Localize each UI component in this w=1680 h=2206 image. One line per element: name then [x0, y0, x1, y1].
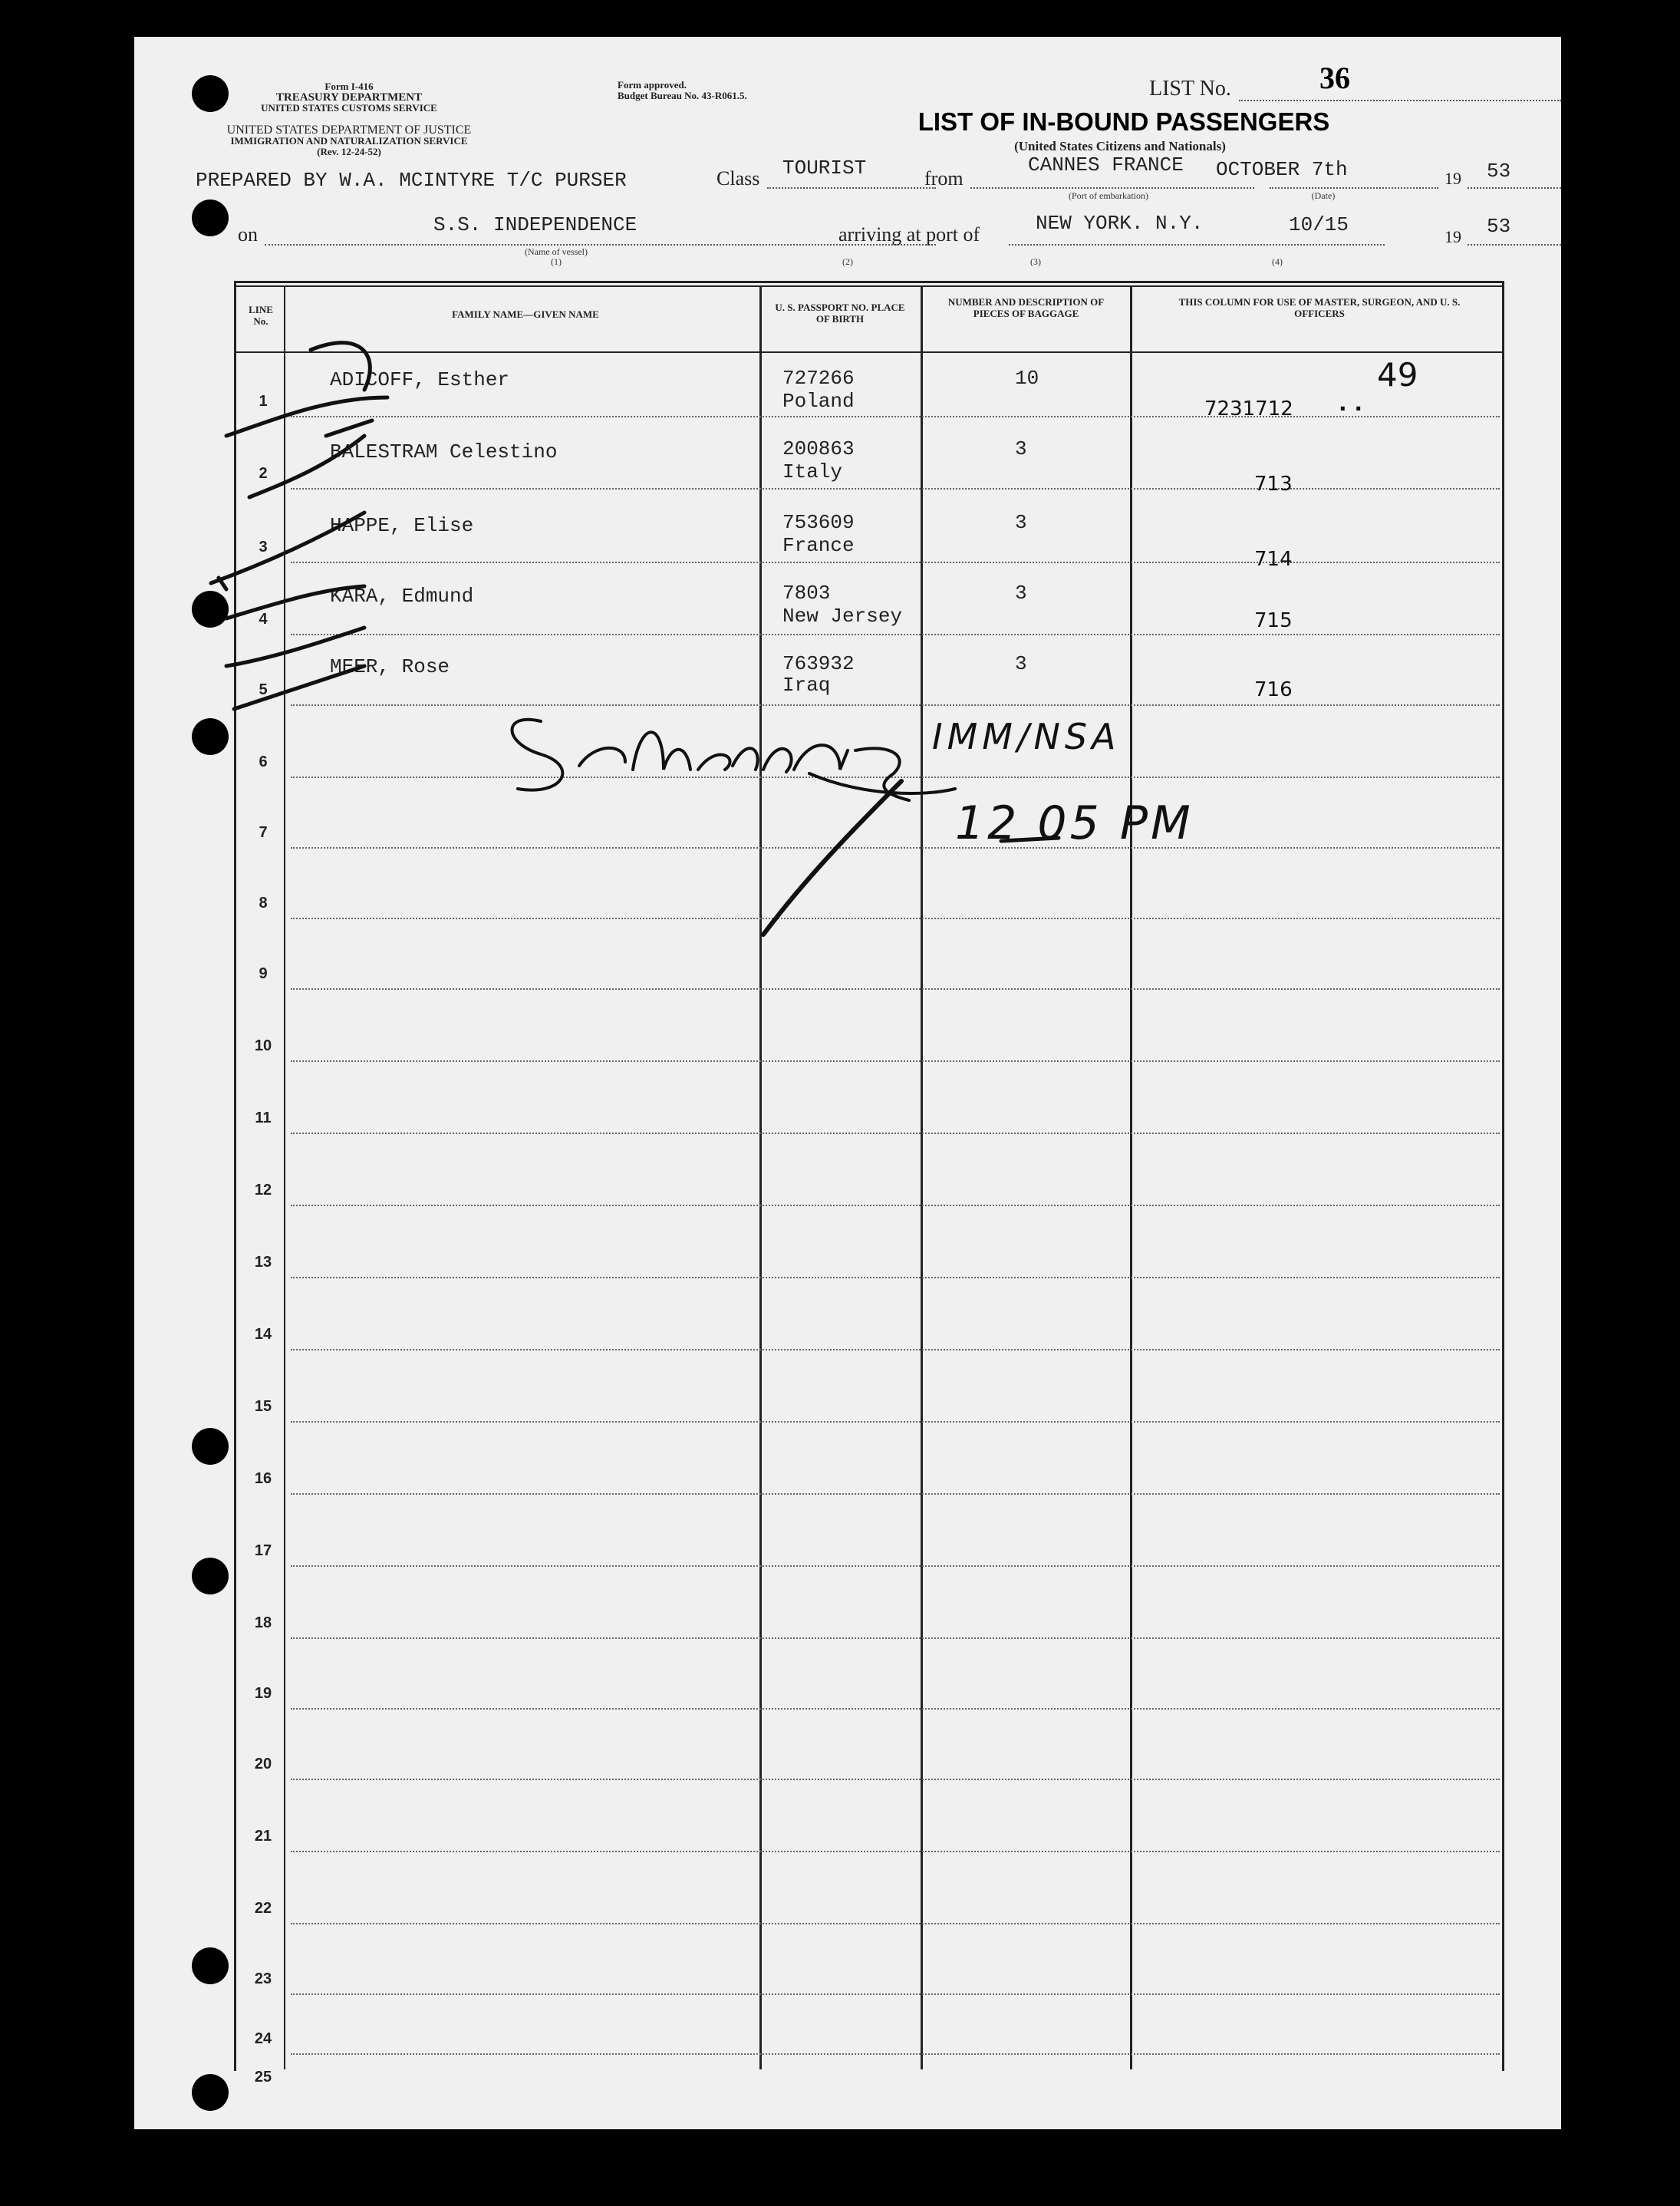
arrival-port: NEW YORK. N.Y.: [1036, 212, 1204, 235]
row-rule: [291, 1349, 1500, 1350]
line-number: 7: [259, 824, 268, 841]
row-rule: [291, 1277, 1500, 1278]
line-number: 20: [254, 1756, 272, 1772]
list-no-label: LIST No.: [1149, 77, 1231, 101]
line-number: 10: [254, 1037, 272, 1054]
line-number: 6: [259, 753, 268, 770]
year-2: 53: [1487, 215, 1511, 238]
row-rule: [291, 1923, 1500, 1924]
port-caption: (Port of embarkation): [1069, 190, 1148, 201]
line-number: 9: [259, 965, 268, 982]
signature-sweep: [763, 781, 901, 935]
officer-note: 715: [1254, 609, 1293, 632]
list-number: 36: [1319, 61, 1350, 95]
line-number: 24: [254, 2030, 272, 2047]
col-header-line: LINE No.: [249, 304, 273, 327]
vessel-caption: (Name of vessel): [525, 246, 588, 257]
handwriting-marks: [134, 37, 1561, 958]
passenger-name: KARA, Edmund: [330, 585, 474, 608]
baggage-count: 10: [1015, 367, 1039, 390]
baggage-count: 3: [1015, 511, 1027, 534]
place-of-birth: Poland: [782, 390, 855, 413]
line-number: 12: [254, 1182, 272, 1199]
customs-service: UNITED STATES CUSTOMS SERVICE: [261, 102, 437, 114]
officer-note: 716: [1254, 678, 1293, 701]
year-prefix-2: 19: [1444, 227, 1461, 246]
line-number: 19: [254, 1685, 272, 1702]
passport-number: 727266: [782, 367, 855, 390]
time-underline: [1001, 838, 1059, 841]
col-header-passport: U. S. PASSPORT NO. PLACE OF BIRTH: [775, 302, 905, 325]
row-rule: [291, 1421, 1500, 1423]
binder-hole: [192, 2074, 229, 2111]
signature: [512, 720, 910, 800]
line-number: 8: [259, 895, 268, 912]
place-of-birth: Iraq: [782, 674, 831, 697]
passport-number: 763932: [782, 652, 855, 675]
arriving-label: arriving at port of: [838, 223, 980, 246]
passenger-name: BALESTRAM Celestino: [330, 440, 558, 463]
checkmark-stroke: [226, 628, 364, 666]
line-number: 15: [254, 1398, 272, 1415]
arrival-date: 10/15: [1289, 213, 1349, 236]
line-number: 23: [254, 1970, 272, 1987]
date-caption: (Date): [1311, 190, 1336, 201]
line-number: 25: [254, 2069, 272, 2086]
row-rule: [291, 1133, 1500, 1134]
officer-note: 713: [1254, 473, 1293, 496]
checkmark-stroke: [249, 420, 372, 497]
passenger-name: MEER, Rose: [330, 655, 450, 678]
justice-dept: UNITED STATES DEPARTMENT OF JUSTICE: [226, 124, 472, 137]
line-number: 22: [254, 1900, 272, 1917]
checkmark-stroke: [226, 586, 364, 618]
from-value: CANNES FRANCE: [1028, 153, 1184, 176]
line-number: 14: [254, 1326, 272, 1343]
prepared-by: PREPARED BY W.A. MCINTYRE T/C PURSER: [196, 169, 627, 192]
officer-note: 714: [1254, 548, 1293, 571]
col-num-2: (2): [842, 256, 853, 267]
inspector-stamp: IMM/NSA: [932, 716, 1121, 757]
line-number: 11: [255, 1110, 272, 1126]
signature-sweep: [809, 773, 955, 793]
ins-service: IMMIGRATION AND NATURALIZATION SERVICE: [230, 135, 468, 147]
row-rule: [291, 1708, 1500, 1710]
line-number: 16: [254, 1470, 272, 1487]
binder-hole: [192, 1947, 229, 1984]
col-header-baggage: NUMBER AND DESCRIPTION OF PIECES OF BAGGAGE: [947, 296, 1105, 319]
from-label: from: [924, 167, 964, 190]
row-rule: [291, 2053, 1500, 2055]
row-rule: [291, 988, 1500, 990]
budget-bureau: Budget Bureau No. 43-R061.5.: [618, 90, 747, 101]
baggage-count: 3: [1015, 582, 1027, 605]
col-num-4: (4): [1272, 256, 1283, 267]
row-rule: [291, 1205, 1500, 1206]
row-rule: [291, 1779, 1500, 1780]
binder-hole: [192, 1428, 229, 1465]
form-title: LIST OF IN-BOUND PASSENGERS: [917, 107, 1330, 136]
manifest-sheet: [134, 37, 1561, 2129]
line-number: 13: [254, 1254, 272, 1271]
form-subtitle: (United States Citizens and Nationals): [1014, 139, 1226, 153]
line-number: 4: [259, 611, 268, 628]
col-num-1: (1): [551, 256, 562, 267]
place-of-birth: Italy: [782, 460, 843, 483]
checkmark-stroke: [211, 513, 364, 589]
col-num-3: (3): [1030, 256, 1041, 267]
officer-dots: · ·: [1339, 396, 1363, 421]
binder-hole: [192, 1558, 229, 1594]
line-number: 1: [259, 393, 268, 410]
on-label: on: [238, 223, 258, 246]
treasury-dept: TREASURY DEPARTMENT: [275, 91, 423, 104]
passport-number: 753609: [782, 511, 855, 534]
row-rule: [291, 1993, 1500, 1995]
row-rule: [291, 1565, 1500, 1567]
form-number: Form I-416: [324, 81, 374, 92]
class-value: TOURIST: [782, 157, 867, 180]
baggage-count: 3: [1015, 437, 1027, 460]
year-1: 53: [1487, 160, 1511, 183]
line-number: 3: [259, 539, 268, 556]
baggage-count: 3: [1015, 652, 1027, 675]
departure-date: OCTOBER 7th: [1216, 158, 1348, 181]
passport-number: 200863: [782, 437, 855, 460]
passenger-name: ADICOFF, Esther: [330, 368, 510, 391]
row-rule: [291, 1637, 1500, 1639]
line-number: 5: [259, 681, 268, 698]
form-approved: Form approved.: [618, 79, 687, 91]
row-rule: [291, 1060, 1500, 1062]
passport-number: 7803: [782, 582, 831, 605]
page-count: 49: [1377, 356, 1418, 394]
officer-note: 7231712: [1204, 397, 1293, 420]
class-label: Class: [716, 167, 760, 190]
place-of-birth: New Jersey: [782, 605, 903, 628]
vessel-name: S.S. INDEPENDENCE: [433, 213, 637, 236]
place-of-birth: France: [782, 534, 855, 557]
inspection-time: 12 05 PM: [955, 796, 1194, 850]
col-header-name: FAMILY NAME—GIVEN NAME: [452, 308, 599, 320]
form-revision: (Rev. 12-24-52): [317, 146, 381, 157]
line-number: 21: [254, 1828, 272, 1845]
line-number: 2: [259, 465, 268, 482]
line-number: 18: [254, 1614, 272, 1631]
line-number: 17: [254, 1542, 272, 1559]
passenger-name: HAPPE, Elise: [330, 514, 474, 537]
col-header-officers: THIS COLUMN FOR USE OF MASTER, SURGEON, AND U. S. OFFICERS: [1178, 296, 1461, 319]
checkmark-stroke: [234, 666, 364, 709]
row-rule: [291, 1493, 1500, 1495]
row-rule: [291, 1851, 1500, 1852]
year-prefix-1: 19: [1444, 169, 1461, 188]
